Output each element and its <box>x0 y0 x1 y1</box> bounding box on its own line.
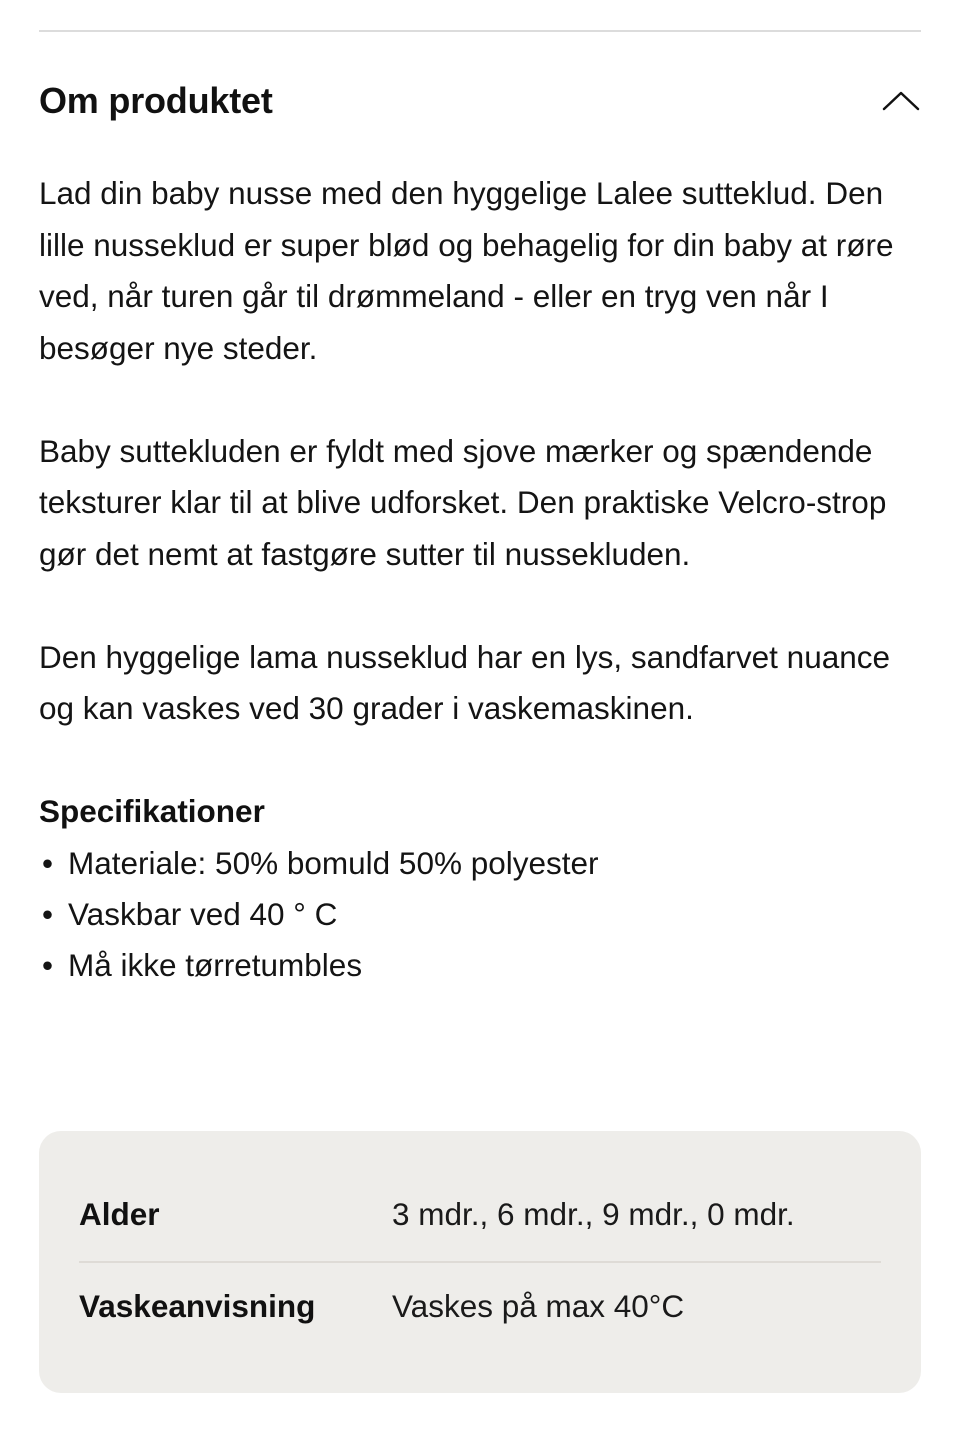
description-paragraph: Den hyggelige lama nusseklud har en lys, sandfarvet nuance og kan vaskes ved 30 grader i vaskemaskinen. <box>39 638 891 726</box>
info-value-vaskeanvisning: Vaskes på max 40°C <box>392 1287 685 1324</box>
specifications-list <box>39 838 929 991</box>
chevron-up-icon[interactable] <box>881 86 921 116</box>
bullet-icon: • <box>42 844 54 881</box>
spec-item-text: Materiale: 50% bomuld 50% polyester <box>68 844 599 881</box>
accordion-header-om-produktet[interactable] <box>39 70 921 132</box>
table-row <box>79 1187 881 1241</box>
table-row <box>79 1279 881 1333</box>
spec-item-text: Vaskbar ved 40 ° C <box>68 895 338 932</box>
section-divider <box>39 30 921 32</box>
spec-item-text: Må ikke tørretumbles <box>68 946 363 983</box>
info-label-vaskeanvisning: Vaskeanvisning <box>79 1287 316 1324</box>
bullet-icon: • <box>42 895 54 932</box>
description-paragraph: Lad din baby nusse med den hyggelige Lalee sutteklud. Den lille nusseklud er super blød og behagelig for din baby at røre ved, når turen går til drømmeland - eller en tryg ven når I besøger nye steder. <box>39 175 894 366</box>
info-value-alder: 3 mdr., 6 mdr., 9 mdr., 0 mdr. <box>392 1195 795 1232</box>
info-label-alder: Alder <box>79 1195 160 1232</box>
bullet-icon: • <box>42 946 54 983</box>
list-item <box>39 940 929 991</box>
accordion-title: Om produktet <box>39 80 273 121</box>
table-row-divider <box>79 1261 881 1263</box>
list-item <box>39 838 929 889</box>
list-item <box>39 889 929 940</box>
product-info-table <box>39 1131 921 1393</box>
description-paragraph: Baby suttekluden er fyldt med sjove mærker og spændende teksturer klar til at blive udforsket. Den praktiske Velcro-strop gør det nemt at fastgøre sutter til nussekluden. <box>39 432 887 572</box>
accordion-content <box>39 168 929 991</box>
specifications-heading: Specifikationer <box>39 793 265 829</box>
